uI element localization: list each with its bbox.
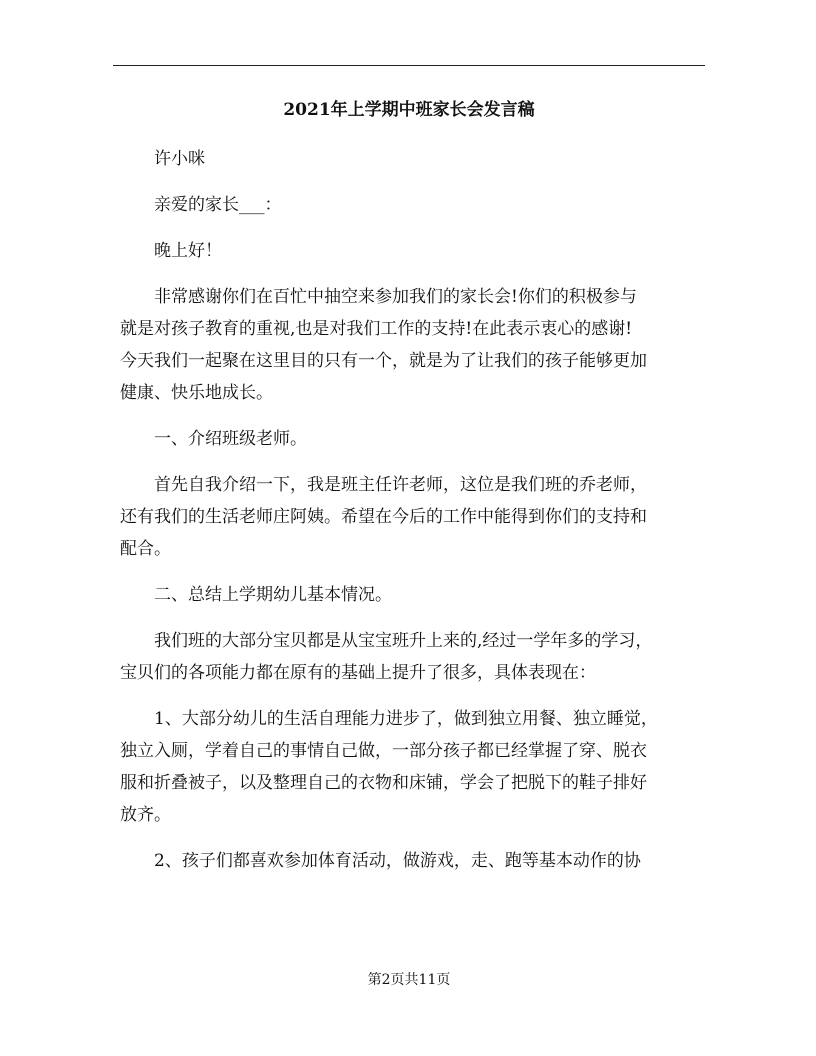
paragraph [120,579,705,611]
paragraph [120,235,705,267]
paragraph-line: 1、大部分幼儿的生活自理能力进步了，做到独立用餐、独立睡觉， [154,709,658,729]
author-line [120,143,705,175]
paragraph [120,281,705,409]
paragraph-line: 2、孩子们都喜欢参加体育活动，做游戏，走、跑等基本动作的协 [154,851,641,871]
paragraph [120,625,705,689]
paragraph-line: 就是对孩子教育的重视,也是对我们工作的支持!在此表示衷心的感谢! [120,319,633,339]
document-title: 2021年上学期中班家长会发言稿 [283,100,535,120]
paragraph [120,189,705,221]
header-rule [113,65,705,66]
paragraph-list [120,189,705,877]
paragraph [120,703,705,831]
paragraph [120,469,705,565]
paragraph-line: 服和折叠被子，以及整理自己的衣物和床铺，学会了把脱下的鞋子排好 [120,773,647,793]
document-body [120,143,705,891]
paragraph [120,845,705,877]
paragraph-line: 放齐。 [120,805,171,825]
paragraph-line: 非常感谢你们在百忙中抽空来参加我们的家长会!你们的积极参与 [154,287,637,307]
paragraph-line: 还有我们的生活老师庄阿姨。希望在今后的工作中能得到你们的支持和 [120,507,647,527]
page-number: 第2页共11页 [367,972,451,988]
paragraph-line: 健康、快乐地成长。 [120,383,273,403]
author-name: 许小咪 [154,149,205,169]
paragraph-line: 我们班的大部分宝贝都是从宝宝班升上来的,经过一学年多的学习， [154,631,653,651]
paragraph-line: 二、总结上学期幼儿基本情况。 [154,585,392,605]
paragraph [120,423,705,455]
paragraph-line: 今天我们一起聚在这里目的只有一个，就是为了让我们的孩子能够更加 [120,351,647,371]
paragraph-line: 一、介绍班级老师。 [154,429,307,449]
paragraph-line: 宝贝们的各项能力都在原有的基础上提升了很多，具体表现在： [120,663,596,683]
paragraph-line: 亲爱的家长___： [154,195,282,215]
paragraph-line: 首先自我介绍一下，我是班主任许老师，这位是我们班的乔老师， [154,475,647,495]
paragraph-line: 晚上好！ [154,241,222,261]
paragraph-line: 独立入厕，学着自己的事情自己做，一部分孩子都已经掌握了穿、脱衣 [120,741,647,761]
paragraph-line: 配合。 [120,539,171,559]
